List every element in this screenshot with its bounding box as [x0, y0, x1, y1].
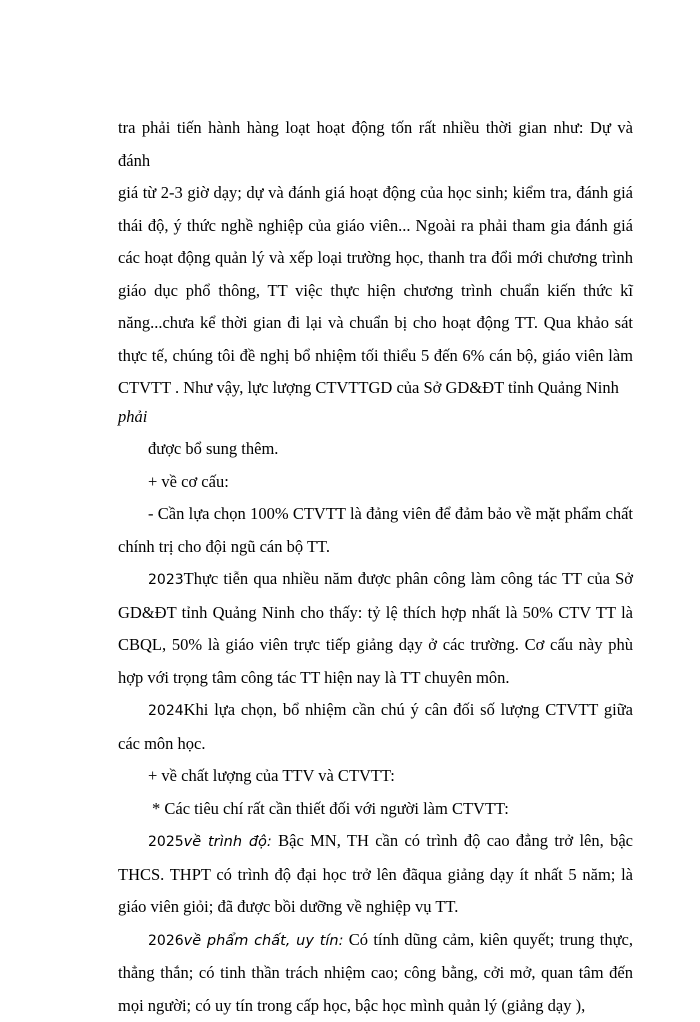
text-run: Thực tiễn qua nhiều năm được phân công làm công tác TT của Sở	[184, 569, 633, 588]
text-run: Khi lựa chọn, bổ nhiệm cần chú ý cân đối số lượng CTVTT giữa	[184, 700, 633, 719]
paragraph-start	[118, 825, 633, 859]
text-line: thái độ, ý thức nghề nghiệp của giáo viên... Ngoài ra phải tham gia đánh giá	[118, 210, 633, 243]
paragraph-start	[118, 563, 633, 597]
text-line: hợp với trọng tâm công tác TT hiện nay là TT chuyên môn.	[118, 662, 633, 695]
text-line: thẳng thắn; có tinh thần trách nhiệm cao; công bằng, cởi mở, quan tâm đến	[118, 957, 633, 990]
paragraph-start	[118, 694, 633, 728]
text-line: GD&ĐT tỉnh Quảng Ninh cho thấy: tỷ lệ thích hợp nhất là 50% CTV TT là	[118, 597, 633, 630]
text-line: giáo viên giỏi; đã được bồi dưỡng về nghiệp vụ TT.	[118, 891, 633, 924]
text-line: năng...chưa kể thời gian đi lại và chuẩn bị cho hoạt động TT. Qua khảo sát	[118, 307, 633, 340]
text-line: THCS. THPT có trình độ đại học trở lên đãqua giảng dạy ít nhất 5 năm; là	[118, 859, 633, 892]
italic-heading: về phẩm chất, uy tín:	[184, 933, 344, 949]
text-line: + về chất lượng của TTV và CTVTT:	[118, 760, 633, 793]
text-line: + về cơ cấu:	[118, 466, 633, 499]
italic-heading: về trình độ:	[184, 834, 272, 850]
text-line: giáo dục phổ thông, TT việc thực hiện chương trình chuẩn kiến thức kĩ	[118, 275, 633, 308]
text-line: * Các tiêu chí rất cần thiết đối với người làm CTVTT:	[118, 793, 633, 826]
text-line: mọi người; có uy tín trong cấp học, bậc học mình quản lý (giảng dạy ),	[118, 990, 633, 1022]
text-line: CBQL, 50% là giáo viên trực tiếp giảng dạy ở các trường. Cơ cấu này phù	[118, 629, 633, 662]
text-line: chính trị cho đội ngũ cán bộ TT.	[118, 531, 633, 564]
text-line: - Cần lựa chọn 100% CTVTT là đảng viên để đảm bảo về mặt phẩm chất	[118, 498, 633, 531]
text-line: được bổ sung thêm.	[118, 433, 633, 466]
text-line: giá từ 2-3 giờ dạy; dự và đánh giá hoạt động của học sinh; kiểm tra, đánh giá	[118, 177, 633, 210]
paragraph-marker: 2026	[148, 933, 184, 949]
text-run: Bậc MN, TH cần có trình độ cao đẳng trở lên, bậc	[272, 831, 633, 850]
text-line: các hoạt động quản lý và xếp loại trường học, thanh tra đổi mới chương trình	[118, 242, 633, 275]
document-body	[118, 112, 633, 1022]
text-line: thực tế, chúng tôi đề nghị bổ nhiệm tối thiểu 5 đến 6% cán bộ, giáo viên làm	[118, 340, 633, 373]
paragraph-start	[118, 924, 633, 958]
text-line-italic: phải	[118, 401, 633, 434]
text-run: Có tính dũng cảm, kiên quyết; trung thực,	[344, 930, 633, 949]
paragraph-marker: 2025	[148, 834, 184, 850]
text-line: tra phải tiến hành hàng loạt hoạt động tốn rất nhiều thời gian như: Dự và đánh	[118, 112, 633, 177]
text-line: CTVTT . Như vậy, lực lượng CTVTTGD của Sở GD&ĐT tỉnh Quảng Ninh	[118, 372, 633, 405]
text-line: các môn học.	[118, 728, 633, 761]
paragraph-marker: 2023	[148, 572, 184, 588]
paragraph-marker: 2024	[148, 703, 184, 719]
